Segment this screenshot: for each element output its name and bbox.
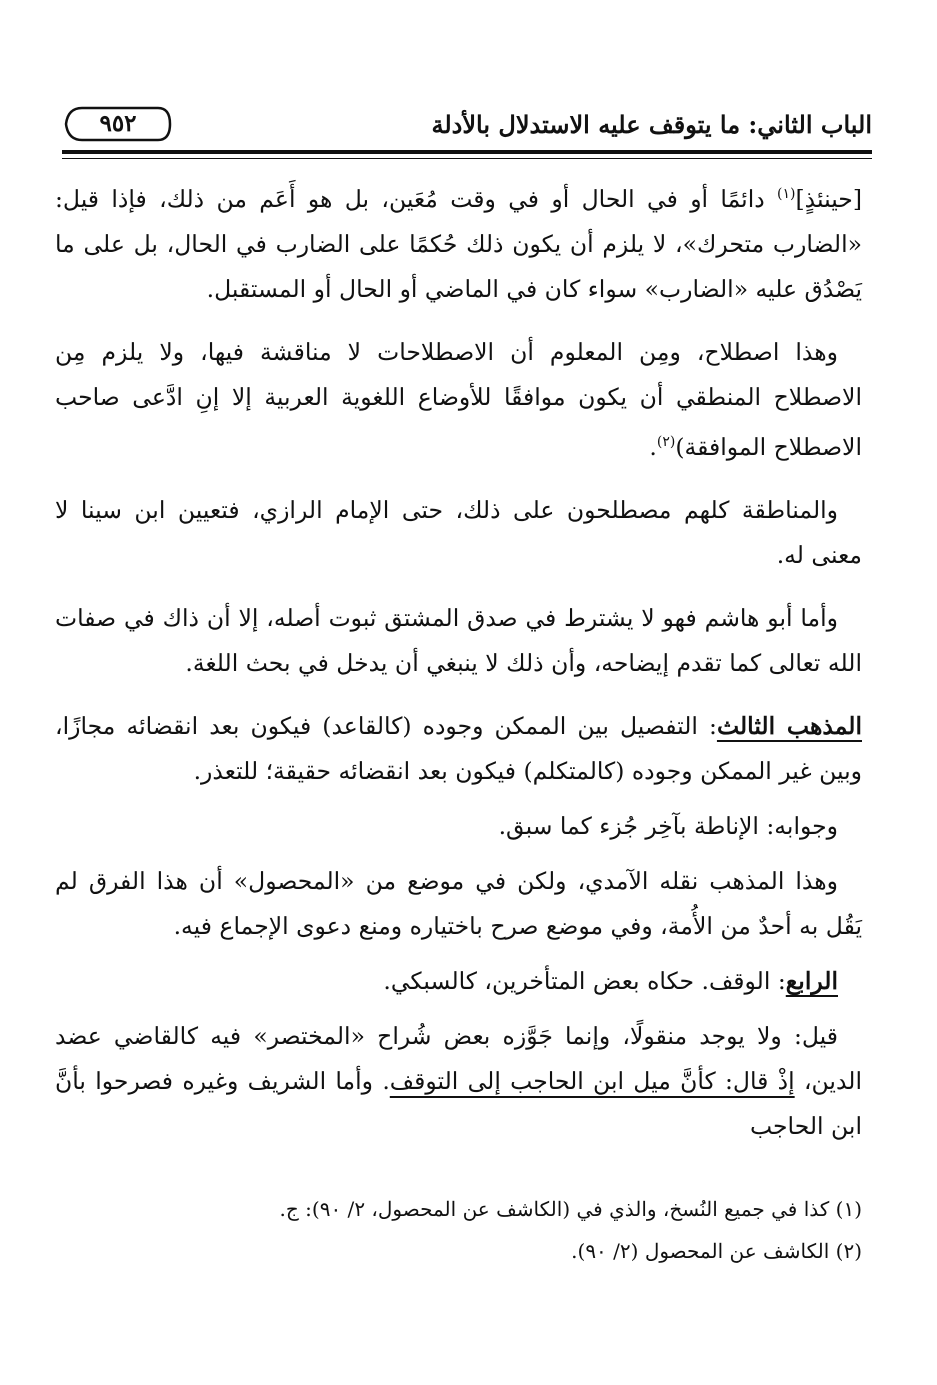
paragraph-1-text: دائمًا أو في الحال أو في وقت مُعَين، بل هو أَعَم من ذلك، فإذا قيل: «الضارب متحرك»، لا يلزم أن يكون ذلك حُكمًا على الضارب في الحال، بل على ما يَصْدُق عليه «الضارب» سواء كان في الماضي أو الحال أو المستقبل.: [55, 184, 862, 303]
paragraph-2-end: .: [649, 432, 657, 461]
paragraph-7-text: وهذا المذهب نقله الآمدي، ولكن في موضع من «المحصول» أن هذا الفرق لم يَقُل به أحدٌ من الأُمة، وفي موضع صرح باختياره ومنع دعوى الإجماع فيه.: [55, 866, 862, 940]
page-number-badge: [62, 104, 174, 144]
paragraph-5: [55, 704, 862, 794]
paragraph-3-text: والمناطقة كلهم مصطلحون على ذلك، حتى الإمام الرازي، فتعيين ابن سينا لا معنى له.: [55, 495, 862, 569]
third-doctrine-heading: المذهب الثالث: [716, 711, 862, 740]
header-rule-thin: [62, 158, 872, 159]
paragraph-4: [55, 596, 862, 686]
paragraph-6: [55, 804, 862, 849]
paragraph-7: [55, 859, 862, 949]
paragraph-8-text: : الوقف. حكاه بعض المتأخرين، كالسبكي.: [383, 966, 786, 995]
running-title: الباب الثاني: ما يتوقف عليه الاستدلال بالأدلة: [431, 110, 872, 139]
paragraph-1-lead: [حينئذٍ]: [795, 184, 862, 213]
footnote-ref-2[interactable]: (٢): [656, 433, 676, 450]
footnotes: [55, 1188, 862, 1272]
fourth-doctrine-heading: الرابع: [785, 966, 838, 995]
footnote-ref-1[interactable]: (١): [777, 186, 796, 202]
page-number: ٩٥٢: [99, 110, 137, 137]
footnote-2: (٢) الكاشف عن المحصول (٢/ ٩٠).: [571, 1239, 862, 1263]
paragraph-3: [55, 488, 862, 578]
paragraph-9: [55, 1014, 862, 1149]
paragraph-4-text: وأما أبو هاشم فهو لا يشترط في صدق المشتق ثبوت أصله، إلا أن ذاك في صفات الله تعالى كما تقدم إيضاحه، وأن ذلك لا ينبغي أن يدخل في بحث اللغة.: [55, 603, 862, 677]
main-text: [55, 172, 862, 1167]
paragraph-9-underlined: إذْ قال: كأنَّ ميل ابن الحاجب إلى التوقف: [389, 1066, 795, 1095]
paragraph-8: [55, 959, 862, 1004]
paragraph-5-text: : التفصيل بين الممكن وجوده (كالقاعد) فيكون بعد انقضائه مجازًا، وبين غير الممكن وجوده (كالمتكلم) فيكون بعد انقضائه حقيقة؛ للتعذر.: [55, 711, 862, 785]
header-rule-thick: [62, 150, 872, 154]
paragraph-6-text: وجوابه: الإناطة بآخِر جُزء كما سبق.: [498, 811, 838, 840]
paragraph-9-text: قيل: ولا يوجد منقولًا، وإنما جَوَّزه بعض شُراح «المختصر» فيه كالقاضي عضد الدين،: [55, 1021, 862, 1095]
paragraph-2-text: وهذا اصطلاح، ومِن المعلوم أن الاصطلاحات لا مناقشة فيها، ولا يلزم مِن الاصطلاح المنطقي أن يكون موافقًا للأوضاع اللغوية العربية إلا إنِ ادَّعى صاحب الاصطلاح الموافقة): [55, 337, 862, 461]
footnote-1: (١) كذا في جميع النُسخ، والذي في (الكاشف عن المحصول، ٢/ ٩٠): ج.: [279, 1197, 862, 1221]
paragraph-9-end: . وأما الشريف وغيره فصرحوا بأنَّ ابن الحاجب: [55, 1066, 862, 1140]
paragraph-2: [55, 330, 862, 470]
paragraph-1: [55, 172, 862, 312]
